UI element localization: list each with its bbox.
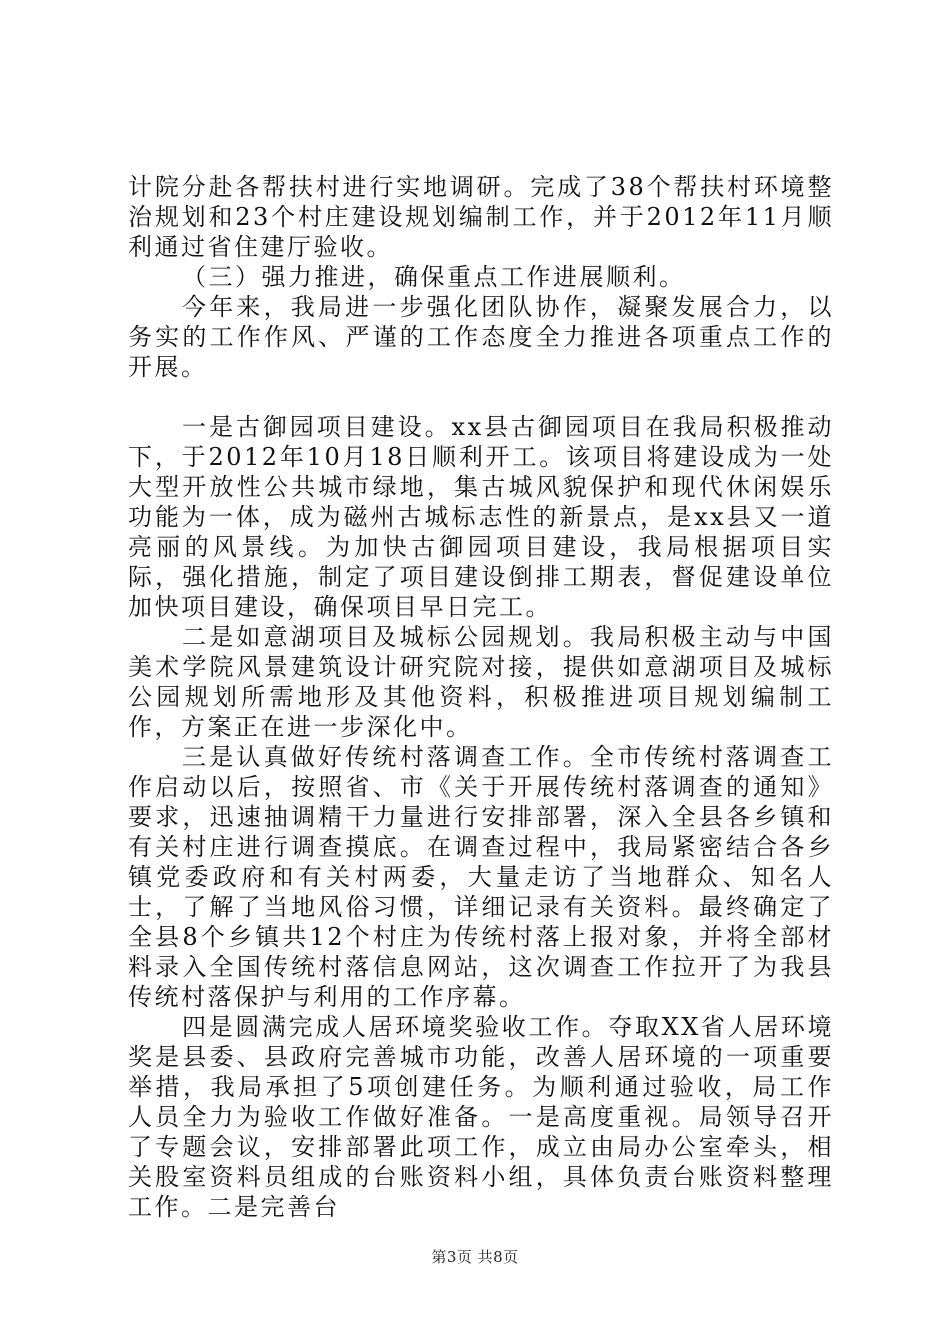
paragraph-item-3: 三是认真做好传统村落调查工作。全市传统村落调查工作启动以后，按照省、市《关于开展传统村落调查的通知》要求，迅速抽调精干力量进行安排部署，深入全县各乡镇和有关村庄进行调查摸底。在调查过程中，我局紧密结合各乡镇党委政府和有关村两委，大量走访了当地群众、知名人士，了解了当地风俗习惯，详细记录有关资料。最终确定了全县8个乡镇共12个村庄为传统村落上报对象，并将全部材料录入全国传统村落信息网站，这次调查工作拉开了为我县传统村落保护与利用的工作序幕。 [128, 743, 834, 1011]
paragraph-continuation: 计院分赴各帮扶村进行实地调研。完成了38个帮扶村环境整治规划和23个村庄建设规划编制工作，并于2012年11月顺利通过省住建厅验收。 [128, 173, 834, 261]
paragraph-intro: 今年来，我局进一步强化团队协作，凝聚发展合力，以务实的工作作风、严谨的工作态度全力推进各项重点工作的开展。 [128, 293, 834, 381]
paragraph-item-4: 四是圆满完成人居环境奖验收工作。夺取XX省人居环境奖是县委、县政府完善城市功能，改善人居环境的一项重要举措，我局承担了5项创建任务。为顺利通过验收，局工作人员全力为验收工作做好准备。一是高度重视。局领导召开了专题会议，安排部署此项工作，成立由局办公室牵头，相关股室资料员组成的台账资料小组，具体负责台账资料整理工作。二是完善台 [128, 1013, 834, 1221]
document-body [128, 172, 834, 1222]
section-heading: （三）强力推进，确保重点工作进展顺利。 [182, 263, 686, 291]
paragraph-item-2: 二是如意湖项目及城标公园规划。我局积极主动与中国美术学院风景建筑设计研究院对接，提供如意湖项目及城标公园规划所需地形及其他资料，积极推进项目规划编制工作，方案正在进一步深化中。 [128, 623, 834, 741]
paragraph-item-1: 一是古御园项目建设。xx县古御园项目在我局积极推动下，于2012年10月18日顺利开工。该项目将建设成为一处大型开放性公共城市绿地，集古城风貌保护和现代休闲娱乐功能为一体，成为磁州古城标志性的新景点，是xx县又一道亮丽的风景线。为加快古御园项目建设，我局根据项目实际，强化措施，制定了项目建设倒排工期表，督促建设单位加快项目建设，确保项目早日完工。 [128, 413, 834, 621]
page-number-footer: 第3页 共8页 [431, 1248, 519, 1266]
